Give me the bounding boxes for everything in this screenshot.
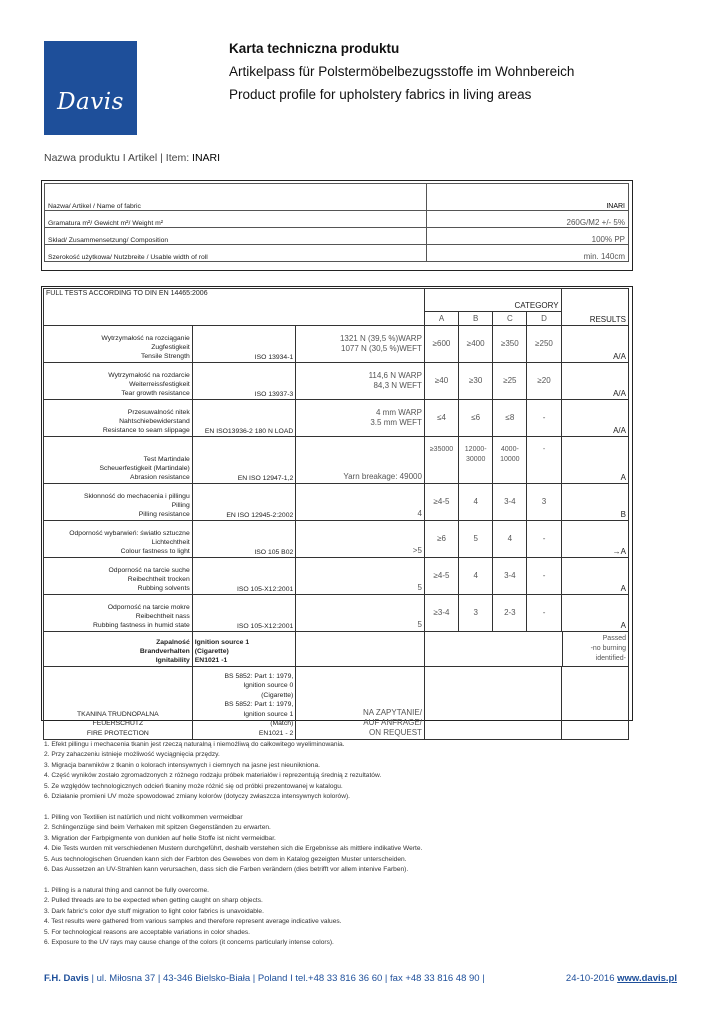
footer-address-text: | ul. Miłosna 37 | 43-346 Bielsko-Biała | Poland I tel.+48 33 816 36 60 | fax +48 33 816 48 90 | <box>88 973 485 984</box>
category-cell: ≥3-4 <box>424 595 458 632</box>
ignit-result-line: identified- <box>595 655 626 662</box>
note-line: 6. Działanie promieni UV może spowodować zmiany kolorów (dotyczy zwłaszcza intensywnych kolorów). <box>44 793 350 801</box>
ignit-std-line: EN1021 -1 <box>194 657 228 664</box>
tests-table <box>43 288 629 740</box>
fire-label-line: FEUERSCHUTZ <box>92 720 144 727</box>
test-label-line: Wytrzymałość na rozdarcie <box>108 372 190 379</box>
category-cell: ≤6 <box>459 400 493 437</box>
test-label <box>44 558 193 595</box>
test-value-line: Yarn breakage: 49000 <box>343 472 422 481</box>
test-label <box>44 400 193 437</box>
category-cell: ≥20 <box>527 363 561 400</box>
fire-value-line: NA ZAPYTANIE/ <box>362 708 422 717</box>
test-label-line: Pilling resistance <box>138 511 190 518</box>
category-cell: ≥350 <box>493 326 527 363</box>
ignit-result-line: -no burning <box>590 645 626 652</box>
test-standard: ISO 105-X12:2001 <box>192 595 296 632</box>
test-value-line: 1077 N (30,5 %)WEFT <box>341 344 422 353</box>
test-standard: EN ISO 12945-2:2002 <box>192 484 296 521</box>
category-cell: ≥4-5 <box>424 558 458 595</box>
info-value: min. 140cm <box>427 245 629 262</box>
fire-result-empty <box>561 667 628 740</box>
note-line: 2. Pulled threads are to be expected when getting caught on sharp objects. <box>44 897 263 905</box>
note-line: 4. Test results were gathered from various samples and therefore represent average indicative values. <box>44 918 342 926</box>
category-cell: 4 <box>459 484 493 521</box>
note-line: 1. Efekt pillingu i mechacenia tkanin jest rzeczą naturalną i niemożliwą do całkowitego wyeliminowania. <box>44 741 345 748</box>
fire-std-line: Ignition source 1 <box>243 710 294 718</box>
test-standard: ISO 105-X12:2001 <box>192 558 296 595</box>
test-label-line: Scheuerfestigkeit (Martindale) <box>99 465 190 472</box>
test-label-line: Przesuwalność nitek <box>127 409 190 416</box>
note-line: 2. Przy zahaczeniu istnieje możliwość wyciągnięcia przędzy. <box>44 751 220 759</box>
ignit-label-line: Brandverhalten <box>139 648 190 655</box>
header <box>229 37 574 106</box>
test-result: B <box>561 484 628 521</box>
test-label-line: Reibechtheit trocken <box>127 576 190 583</box>
category-cell: ≥4-5 <box>424 484 458 521</box>
test-label-line: Skłonność do mechacenia i pillingu <box>83 493 190 500</box>
test-label <box>44 595 193 632</box>
category-cell: - <box>527 400 561 437</box>
category-cell: 4 <box>493 521 527 558</box>
test-label-line: Abrasion resistance <box>130 474 190 481</box>
tests-header-row <box>44 289 629 312</box>
test-row <box>44 558 629 595</box>
product-line-value: INARI <box>192 152 221 164</box>
test-label-line: Colour fastness to light <box>120 548 190 555</box>
category-cell: ≥35000 <box>424 437 458 484</box>
test-rows <box>44 326 629 632</box>
col-d: D <box>527 312 561 326</box>
category-cell: 4000- 10000 <box>493 437 527 484</box>
note-line: 6. Das Aussetzen an UV-Strahlen kann verursachen, dass sich die Farben verändern (dies betrifft vor allem intenive Farben). <box>44 866 409 874</box>
note-line: 5. For technological reasons are acceptable variations in color shades. <box>44 928 250 936</box>
info-row <box>45 211 629 228</box>
product-line-label: Nazwa produktu I Artikel | Item: <box>44 152 190 164</box>
davis-logo <box>44 41 137 135</box>
tests-title: FULL TESTS ACCORDING TO DIN EN 14465:2006 <box>44 289 425 326</box>
test-row <box>44 521 629 558</box>
note-line: 3. Dark fabric's color dye stuff migration to light color fabrics is unavoidable. <box>44 907 264 915</box>
test-standard: ISO 13934-1 <box>192 326 296 363</box>
test-label-line: Lichtechtheit <box>151 539 190 546</box>
ignit-std <box>192 632 296 667</box>
category-cell: 5 <box>459 521 493 558</box>
test-label-line: Zugfestigkeit <box>151 344 190 351</box>
test-label-line: Odporność na tarcie suche <box>108 567 190 574</box>
note-line: 5. Aus technologischen Gruenden kann sich der Farbton des Gewebes von dem in Katalog gezeigten Muster unterscheiden. <box>44 855 407 863</box>
results-header: RESULTS <box>561 289 628 326</box>
fire-value-line: AUF ANFRAGE/ <box>363 718 422 727</box>
test-label-line: Odporność wybarwień: światło sztuczne <box>69 530 190 537</box>
test-row <box>44 437 629 484</box>
test-label <box>44 326 193 363</box>
fire-value-line: ON REQUEST <box>369 728 422 737</box>
test-label <box>44 437 193 484</box>
category-cell: ≥250 <box>527 326 561 363</box>
category-cell: - <box>527 521 561 558</box>
category-cell: 3-4 <box>493 558 527 595</box>
fire-std-line: EN1021 - 2 <box>258 729 294 737</box>
test-value-line: >5 <box>412 546 422 555</box>
category-cell: 3 <box>527 484 561 521</box>
fire-cat-empty <box>424 667 561 740</box>
test-row <box>44 400 629 437</box>
test-row <box>44 326 629 363</box>
test-value-line: 114,6 N WARP <box>368 371 422 380</box>
fire-std-line: (Match) <box>270 720 294 727</box>
test-value-line: 5 <box>417 583 422 592</box>
info-value: INARI <box>427 184 629 211</box>
category-cell: 3-4 <box>493 484 527 521</box>
col-b: B <box>459 312 493 326</box>
info-row <box>45 228 629 245</box>
test-label-line: Resistance to seam slippage <box>102 427 190 434</box>
notes-en <box>44 886 341 948</box>
test-value-line: 3.5 mm WEFT <box>370 418 422 427</box>
note-line: 5. Ze względów technologicznych odcień tkaniny może różnić się od próbki prezentowanej w katalogu. <box>44 782 343 790</box>
test-value <box>296 326 425 363</box>
note-line: 3. Migracja barwników z tkanin o kolorach intensywnych i ciemnych na jasne jest nieunikniona. <box>44 761 320 769</box>
test-label-line: Odporność na tarcie mokre <box>107 604 190 611</box>
category-cell: ≥30 <box>459 363 493 400</box>
info-label: Szerokość użytkowa/ Nutzbreite / Usable width of roll <box>45 245 427 262</box>
footer-right <box>566 973 677 984</box>
note-line: 4. Die Tests wurden mit verschiedenen Mustern durchgeführt, deshalb verstehen sich die Ergebnisse als mittlere indikative Werte. <box>44 845 423 853</box>
note-line: 1. Pilling is a natural thing and cannot be fully overcome. <box>44 887 209 894</box>
test-value-line: 4 <box>417 509 422 518</box>
category-cell: ≥6 <box>424 521 458 558</box>
category-cell: 2-3 <box>493 595 527 632</box>
logo-text: Davis <box>57 89 124 115</box>
info-label: Gramatura m²/ Gewicht m²/ Weight m² <box>45 211 427 228</box>
test-value-line: 1321 N (39,5 %)WARP <box>339 334 422 343</box>
test-result: A/A <box>561 326 628 363</box>
test-standard: EN ISO13936-2 180 N LOAD <box>192 400 296 437</box>
fire-std-line: Ignition source 0 <box>243 682 294 689</box>
ignit-result-line: Passed <box>602 635 626 642</box>
notes-pl <box>44 740 381 802</box>
test-label-line: Rubbing solvents <box>137 585 190 592</box>
test-label-line: Test Martindale <box>143 456 190 463</box>
footer-url[interactable]: www.davis.pl <box>617 973 677 984</box>
category-cell: ≤4 <box>424 400 458 437</box>
ignit-divider <box>424 632 425 666</box>
test-result: A <box>561 558 628 595</box>
test-result: A <box>561 595 628 632</box>
fire-label <box>44 667 193 740</box>
test-standard: ISO 13937-3 <box>192 363 296 400</box>
fire-std <box>192 667 296 740</box>
info-label: Nazwa/ Artikel / Name of fabric <box>45 184 427 211</box>
title-de: Artikelpass für Polstermöbelbezugsstoffe im Wohnbereich <box>229 64 575 79</box>
note-line: 1. Pilling von Textilien ist natürlich und nicht vollkommen vermeidbar <box>44 814 243 821</box>
test-value-line: 4 mm WARP <box>375 408 422 417</box>
category-cell: ≥600 <box>424 326 458 363</box>
notes-de <box>44 813 422 875</box>
info-table <box>44 183 629 262</box>
ignit-result <box>562 632 628 666</box>
category-cell: ≥40 <box>424 363 458 400</box>
test-result: A <box>561 437 628 484</box>
test-value <box>296 400 425 437</box>
ignit-std-line: Ignition source 1 <box>194 639 250 646</box>
info-value: 100% PP <box>427 228 629 245</box>
test-result: →A <box>561 521 628 558</box>
category-cell: 4 <box>459 558 493 595</box>
product-line <box>44 152 220 164</box>
test-label-line: Pilling <box>171 502 190 509</box>
category-cell: - <box>527 595 561 632</box>
test-value <box>296 437 425 484</box>
test-label <box>44 484 193 521</box>
fire-label-line: TKANINA TRUDNOPALNA <box>77 710 159 718</box>
test-value-line: 5 <box>417 620 422 629</box>
footer-address <box>44 973 485 984</box>
title-en: Product profile for upholstery fabrics in living areas <box>229 87 532 102</box>
fire-label-line: FIRE PROTECTION <box>86 729 149 737</box>
footer-company: F.H. Davis <box>44 973 89 984</box>
category-cell: 3 <box>459 595 493 632</box>
test-result: A/A <box>561 400 628 437</box>
fire-row <box>44 667 629 740</box>
test-row <box>44 484 629 521</box>
test-label-line: Reibechtheit nass <box>135 613 190 620</box>
col-a: A <box>424 312 458 326</box>
info-row <box>45 245 629 262</box>
category-cell: 12000- 30000 <box>459 437 493 484</box>
test-value <box>296 595 425 632</box>
test-label <box>44 521 193 558</box>
test-row <box>44 363 629 400</box>
test-label <box>44 363 193 400</box>
info-label: Skład/ Zusammensetzung/ Composition <box>45 228 427 245</box>
test-label-line: Rubbing fastness in humid state <box>93 622 190 629</box>
fire-value <box>296 667 425 740</box>
test-value-line: 84,3 N WEFT <box>373 381 422 390</box>
test-label-line: Tensile Strength <box>141 353 190 360</box>
test-value <box>296 558 425 595</box>
ignit-std-line: (Cigarette) <box>194 648 229 655</box>
test-standard: ISO 105 B02 <box>192 521 296 558</box>
info-row <box>45 184 629 211</box>
category-cell: ≤8 <box>493 400 527 437</box>
fire-std-line: (Cigarette) <box>261 691 294 699</box>
info-value: 260G/M2 +/- 5% <box>427 211 629 228</box>
test-value <box>296 484 425 521</box>
ignit-result-cell <box>296 632 629 667</box>
category-cell: ≥400 <box>459 326 493 363</box>
page-title: Karta techniczna produktu <box>229 41 400 56</box>
fire-std-line: BS 5852: Part 1: 1979, <box>224 672 294 680</box>
test-value <box>296 363 425 400</box>
category-cell: - <box>527 558 561 595</box>
col-c: C <box>493 312 527 326</box>
test-label-line: Wytrzymałość na rozciąganie <box>101 335 190 342</box>
test-row <box>44 595 629 632</box>
category-header: CATEGORY <box>424 289 561 312</box>
ignit-label <box>44 632 193 667</box>
test-result: A/A <box>561 363 628 400</box>
note-line: 6. Exposure to the UV rays may cause change of the colors (it concerns particularly intense colors). <box>44 939 334 947</box>
ignit-label-line: Ignitability <box>155 657 190 664</box>
test-standard: EN ISO 12947-1,2 <box>192 437 296 484</box>
test-label-line: Weiterreissfestigkeit <box>129 381 190 388</box>
footer-date: 24-10-2016 <box>565 973 615 984</box>
note-line: 4. Część wyników zostało zgromadzonych z różnego rodzaju próbek materiałów i reprezentują średnią z rezultatów. <box>44 772 382 780</box>
test-value <box>296 521 425 558</box>
category-cell: - <box>527 437 561 484</box>
ignit-row <box>44 632 629 667</box>
fire-std-line: BS 5852: Part 1: 1979, <box>224 701 294 708</box>
test-label-line: Tear growth resistance <box>121 390 190 397</box>
test-label-line: Nahtschiebewiderstand <box>119 418 190 425</box>
note-line: 3. Migration der Farbpigmente von dunklen auf helle Stoffe ist nicht vermeidbar. <box>44 834 276 842</box>
ignit-label-line: Zapalność <box>156 639 190 646</box>
category-cell: ≥25 <box>493 363 527 400</box>
note-line: 2. Schlingenzüge sind beim Verhaken mit spitzen Gegenständen zu erwarten. <box>44 824 271 832</box>
